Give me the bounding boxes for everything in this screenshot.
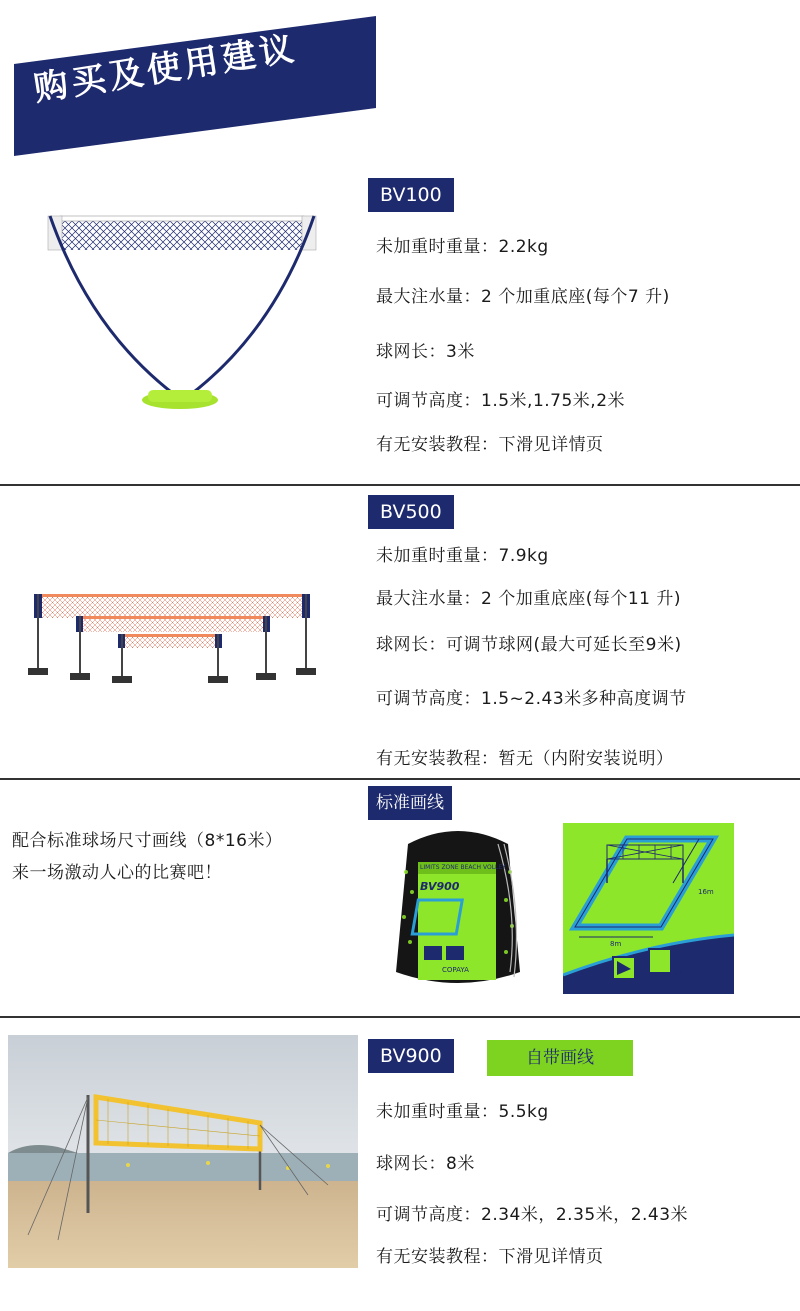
bv900-spec-tutorial: 有无安装教程：下滑见详情页 — [376, 1247, 604, 1267]
divider-2 — [0, 778, 800, 780]
bv100-spec-water: 最大注水量：2 个加重底座(每个7 升) — [376, 287, 670, 307]
court-count-label: x4 — [674, 968, 686, 978]
court-line-closeup-image — [563, 823, 734, 994]
bv500-spec-water: 最大注水量：2 个加重底座(每个11 升) — [376, 589, 682, 609]
bv900-model-tag: BV900 — [368, 1039, 454, 1073]
bag-brand-text: COPAYA — [442, 966, 469, 974]
bag-model-text: BV900 — [420, 880, 460, 893]
bv900-spec-length: 球网长：8米 — [376, 1154, 475, 1174]
bv500-spec-weight: 未加重时重量：7.9kg — [376, 546, 549, 566]
bv900-beach-image — [8, 1035, 358, 1268]
bv100-spec-weight: 未加重时重量：2.2kg — [376, 237, 549, 257]
section-title: 购买及使用建议 — [31, 28, 301, 110]
bv900-builtin-lines-badge: 自带画线 — [487, 1040, 633, 1076]
bv100-model-tag: BV100 — [368, 178, 454, 212]
court-lines-tag: 标准画线 — [368, 786, 452, 820]
bv900-spec-height: 可调节高度：2.34米，2.35米，2.43米 — [376, 1205, 689, 1225]
bv500-model-tag: BV500 — [368, 495, 454, 529]
bv100-net-image — [30, 200, 330, 420]
bv900-spec-weight: 未加重时重量：5.5kg — [376, 1102, 549, 1122]
bv500-spec-length: 球网长：可调节球网(最大可延长至9米) — [376, 635, 682, 655]
bag-header-text: LIMITS ZONE BEACH VOLLEY — [420, 864, 506, 871]
court-length-label: 16m — [698, 888, 714, 896]
bv100-spec-height: 可调节高度：1.5米,1.75米,2米 — [376, 391, 626, 411]
court-lines-desc-1: 配合标准球场尺寸画线（8*16米） — [12, 831, 283, 851]
bv500-net-image — [20, 580, 330, 690]
divider-1 — [0, 484, 800, 486]
bv500-spec-height: 可调节高度：1.5~2.43米多种高度调节 — [376, 689, 687, 709]
court-lines-desc-2: 来一场激动人心的比赛吧！ — [12, 863, 222, 883]
bv100-spec-length: 球网长：3米 — [376, 342, 475, 362]
court-width-label: 8m — [610, 940, 622, 948]
bv100-spec-tutorial: 有无安装教程：下滑见详情页 — [376, 435, 604, 455]
bv500-spec-tutorial: 有无安装教程：暂无（内附安装说明） — [376, 749, 674, 769]
divider-3 — [0, 1016, 800, 1018]
